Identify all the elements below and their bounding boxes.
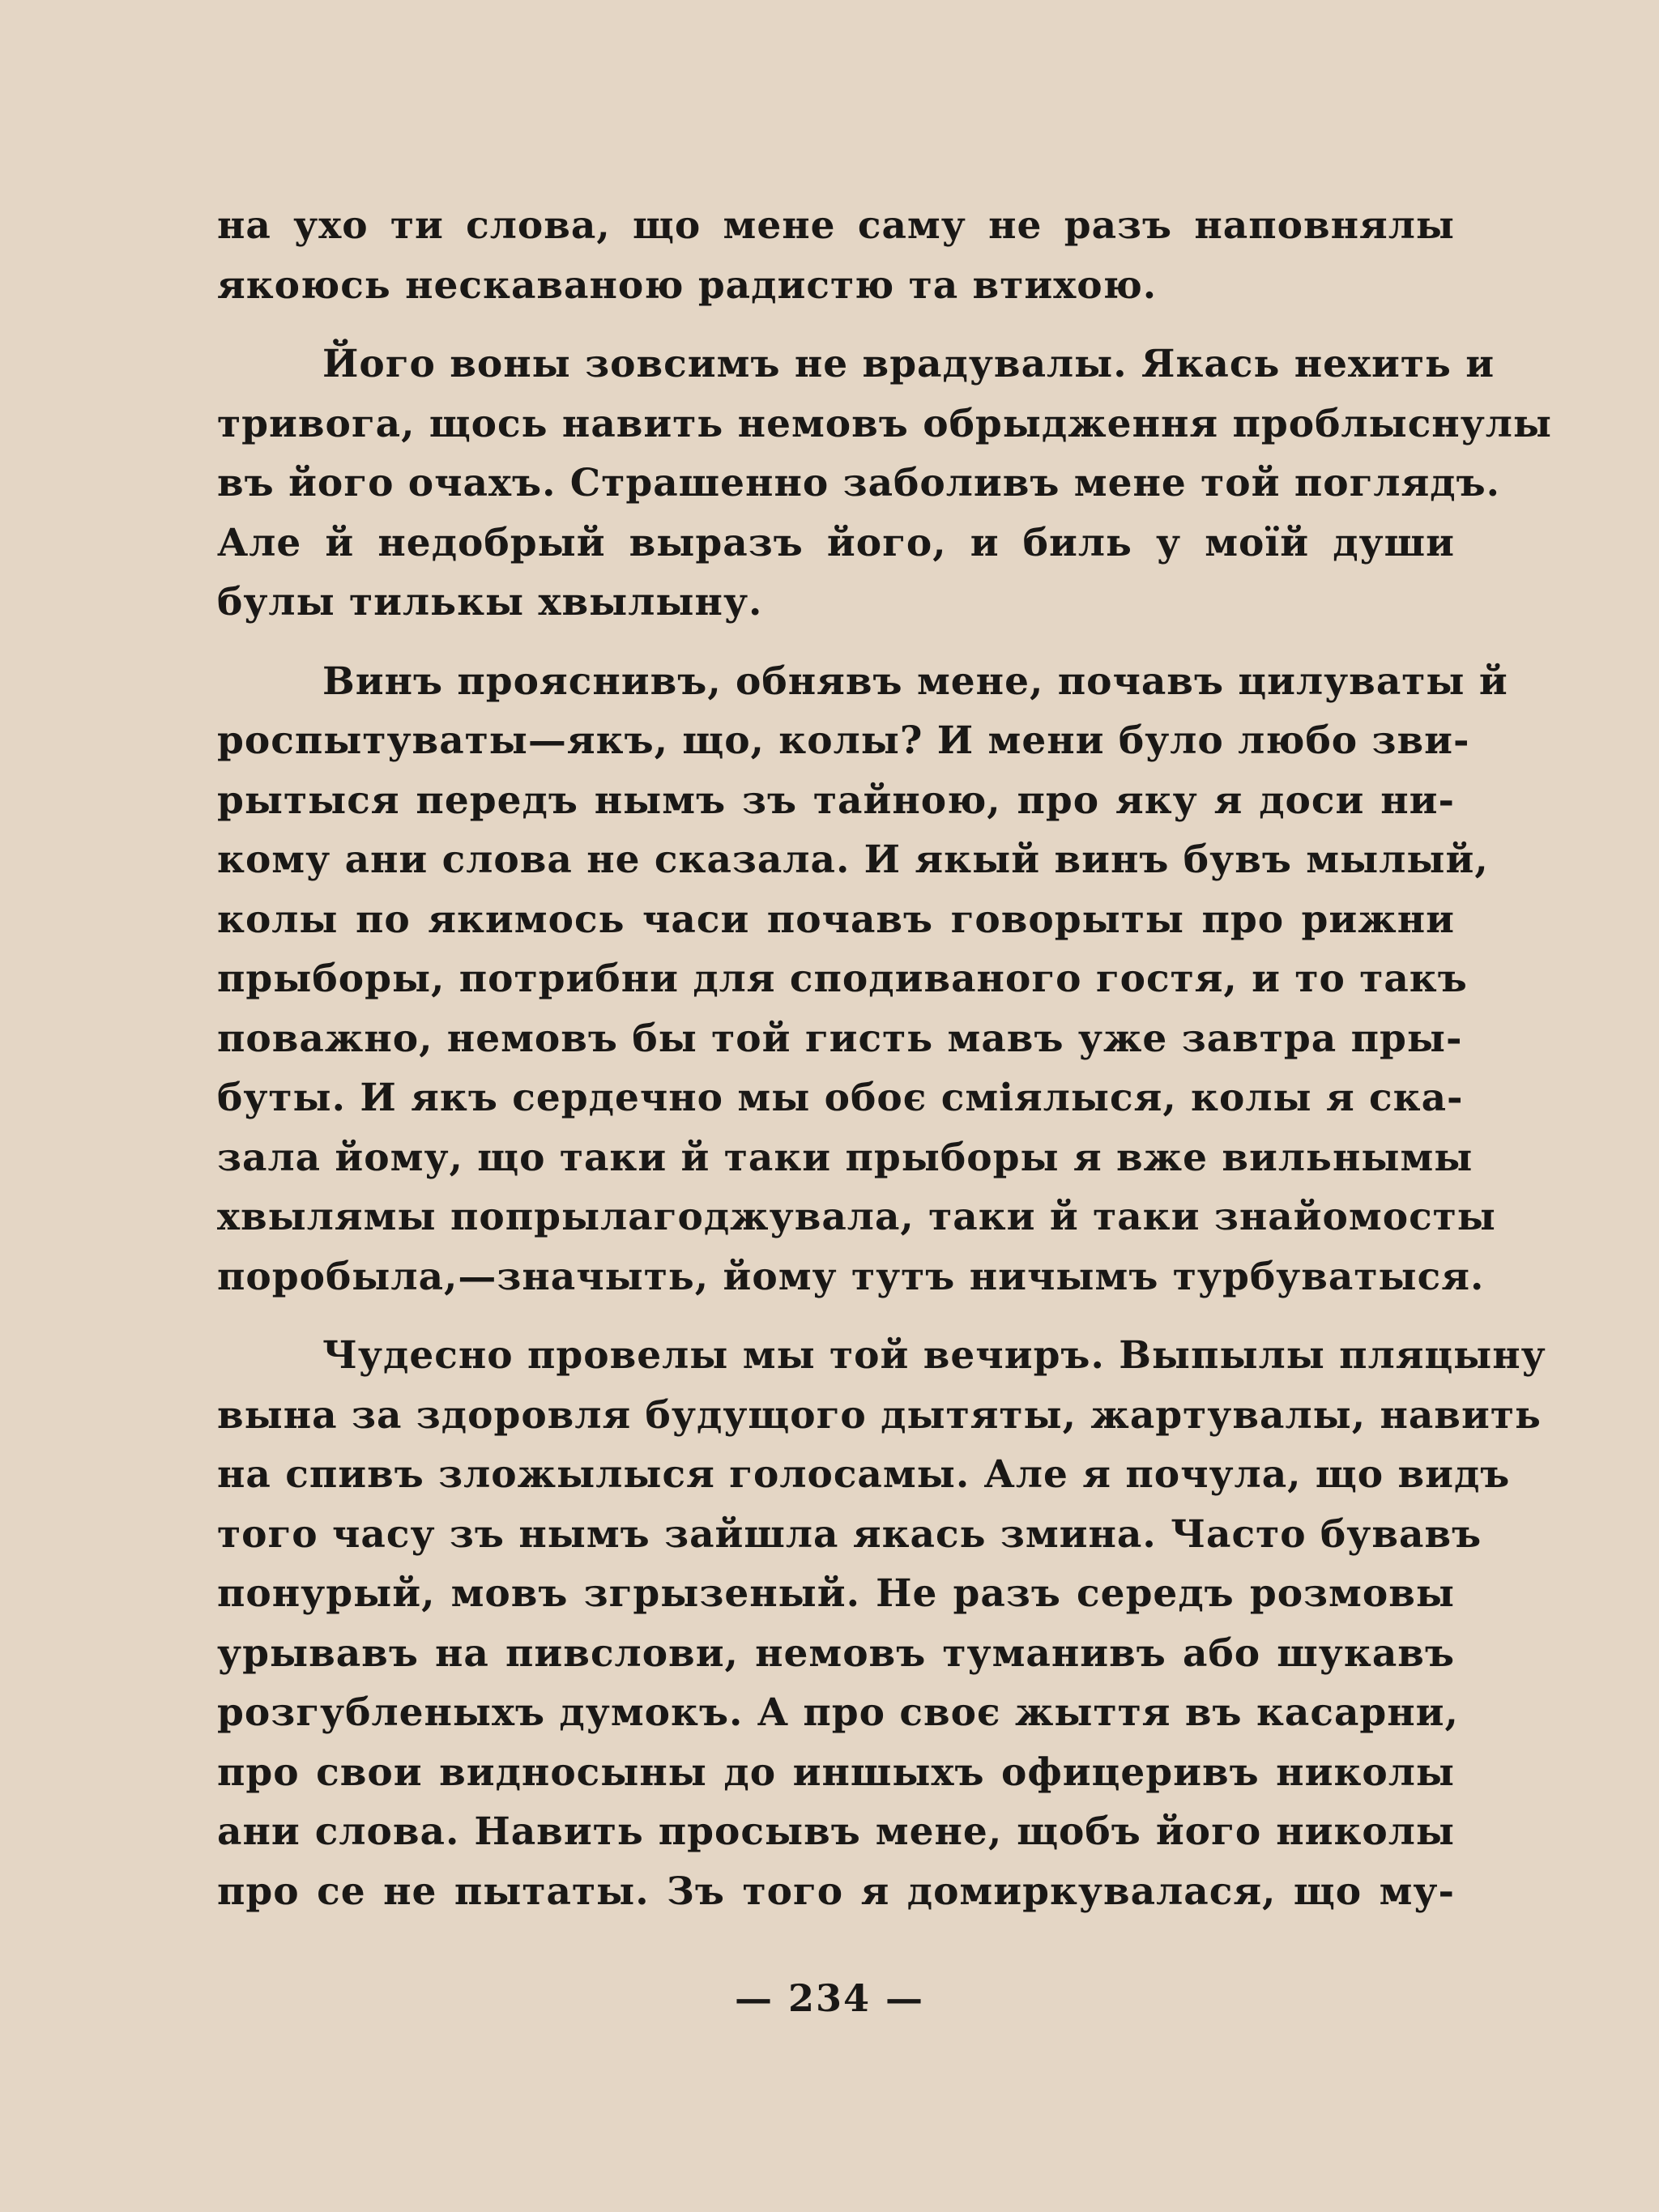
text-line: на ухо ти слова, що мене саму не разъ наповнялы — [217, 203, 1455, 248]
text-line: въ його очахъ. Страшенно заболивъ мене той поглядъ. — [217, 461, 1501, 505]
text-line: тривога, щось навить немовъ обрыдження проблыснулы — [217, 401, 1553, 446]
text-line: про свои видносыны до иншыхъ офицеривъ николы — [217, 1750, 1455, 1795]
text-line: прыборы, потрибни для сподиваного гостя, и то такъ — [217, 957, 1468, 1001]
text-line: буты. И якъ сердечно мы обоє сміялыся, колы я ска- — [217, 1076, 1464, 1120]
text-line: поважно, немовъ бы той гисть мавъ уже завтра пры- — [217, 1016, 1463, 1061]
text-line: Винъ прояснивъ, обнявъ мене, почавъ цилуваты й — [322, 658, 1508, 704]
text-line: Чудесно провелы мы той вечиръ. Выпылы пляцыну — [322, 1333, 1546, 1378]
text-line: Але й недобрый выразъ його, и биль у моїй души — [217, 520, 1455, 565]
text-line: на спивъ зложылыся голосамы. Але я почула, що видъ — [217, 1452, 1511, 1497]
text-line: Його воны зовсимъ не врадувалы. Якась нехить и — [322, 342, 1495, 386]
text-line: якоюсь нескаваною радистю та втихою. — [217, 262, 1158, 308]
text-line: розгубленыхъ думокъ. А про своє жыття въ касарни, — [217, 1690, 1459, 1735]
text-line: зала йому, що таки й таки прыборы я вже вильнымы — [217, 1135, 1473, 1180]
paragraph-1 — [217, 196, 1455, 315]
text-line: вына за здоровля будущого дытяты, жартувалы, навить — [217, 1392, 1542, 1438]
body-text — [217, 196, 1553, 1941]
text-line: ани слова. Навить просывъ мене, щобъ його николы — [217, 1809, 1455, 1854]
text-line: кому ани слова не сказала. И якый винъ бувъ мылый, — [217, 837, 1489, 882]
paragraph-3 — [217, 652, 1508, 1307]
text-line: урывавъ на пивслови, немовъ туманивъ або шукавъ — [217, 1630, 1455, 1676]
text-line: про се не пытаты. Зъ того я домиркувалася, що му- — [217, 1869, 1455, 1914]
text-line: того часу зъ нымъ зайшла якась змина. Часто бувавъ — [217, 1511, 1482, 1557]
paragraph-2 — [217, 335, 1553, 633]
paragraph-4 — [217, 1326, 1546, 1921]
text-line: поробыла,—значыть, йому тутъ ничымъ турбуватыся. — [217, 1254, 1485, 1299]
text-line: роспытуваты—якъ, що, колы? И мени було любо зви- — [217, 718, 1470, 763]
text-line: понурый, мовъ згрызеный. Не разъ середъ розмовы — [217, 1571, 1455, 1616]
text-line: рытыся передъ нымъ зъ тайною, про яку я доси ни- — [217, 778, 1455, 823]
text-line: колы по якимось часи почавъ говорыты про рижни — [217, 897, 1455, 942]
text-line: булы тилькы хвылыну. — [217, 580, 763, 624]
page-number: — 234 — — [734, 1976, 925, 2020]
text-line: хвылямы попрылагоджувала, таки й таки знайомосты — [217, 1195, 1496, 1239]
